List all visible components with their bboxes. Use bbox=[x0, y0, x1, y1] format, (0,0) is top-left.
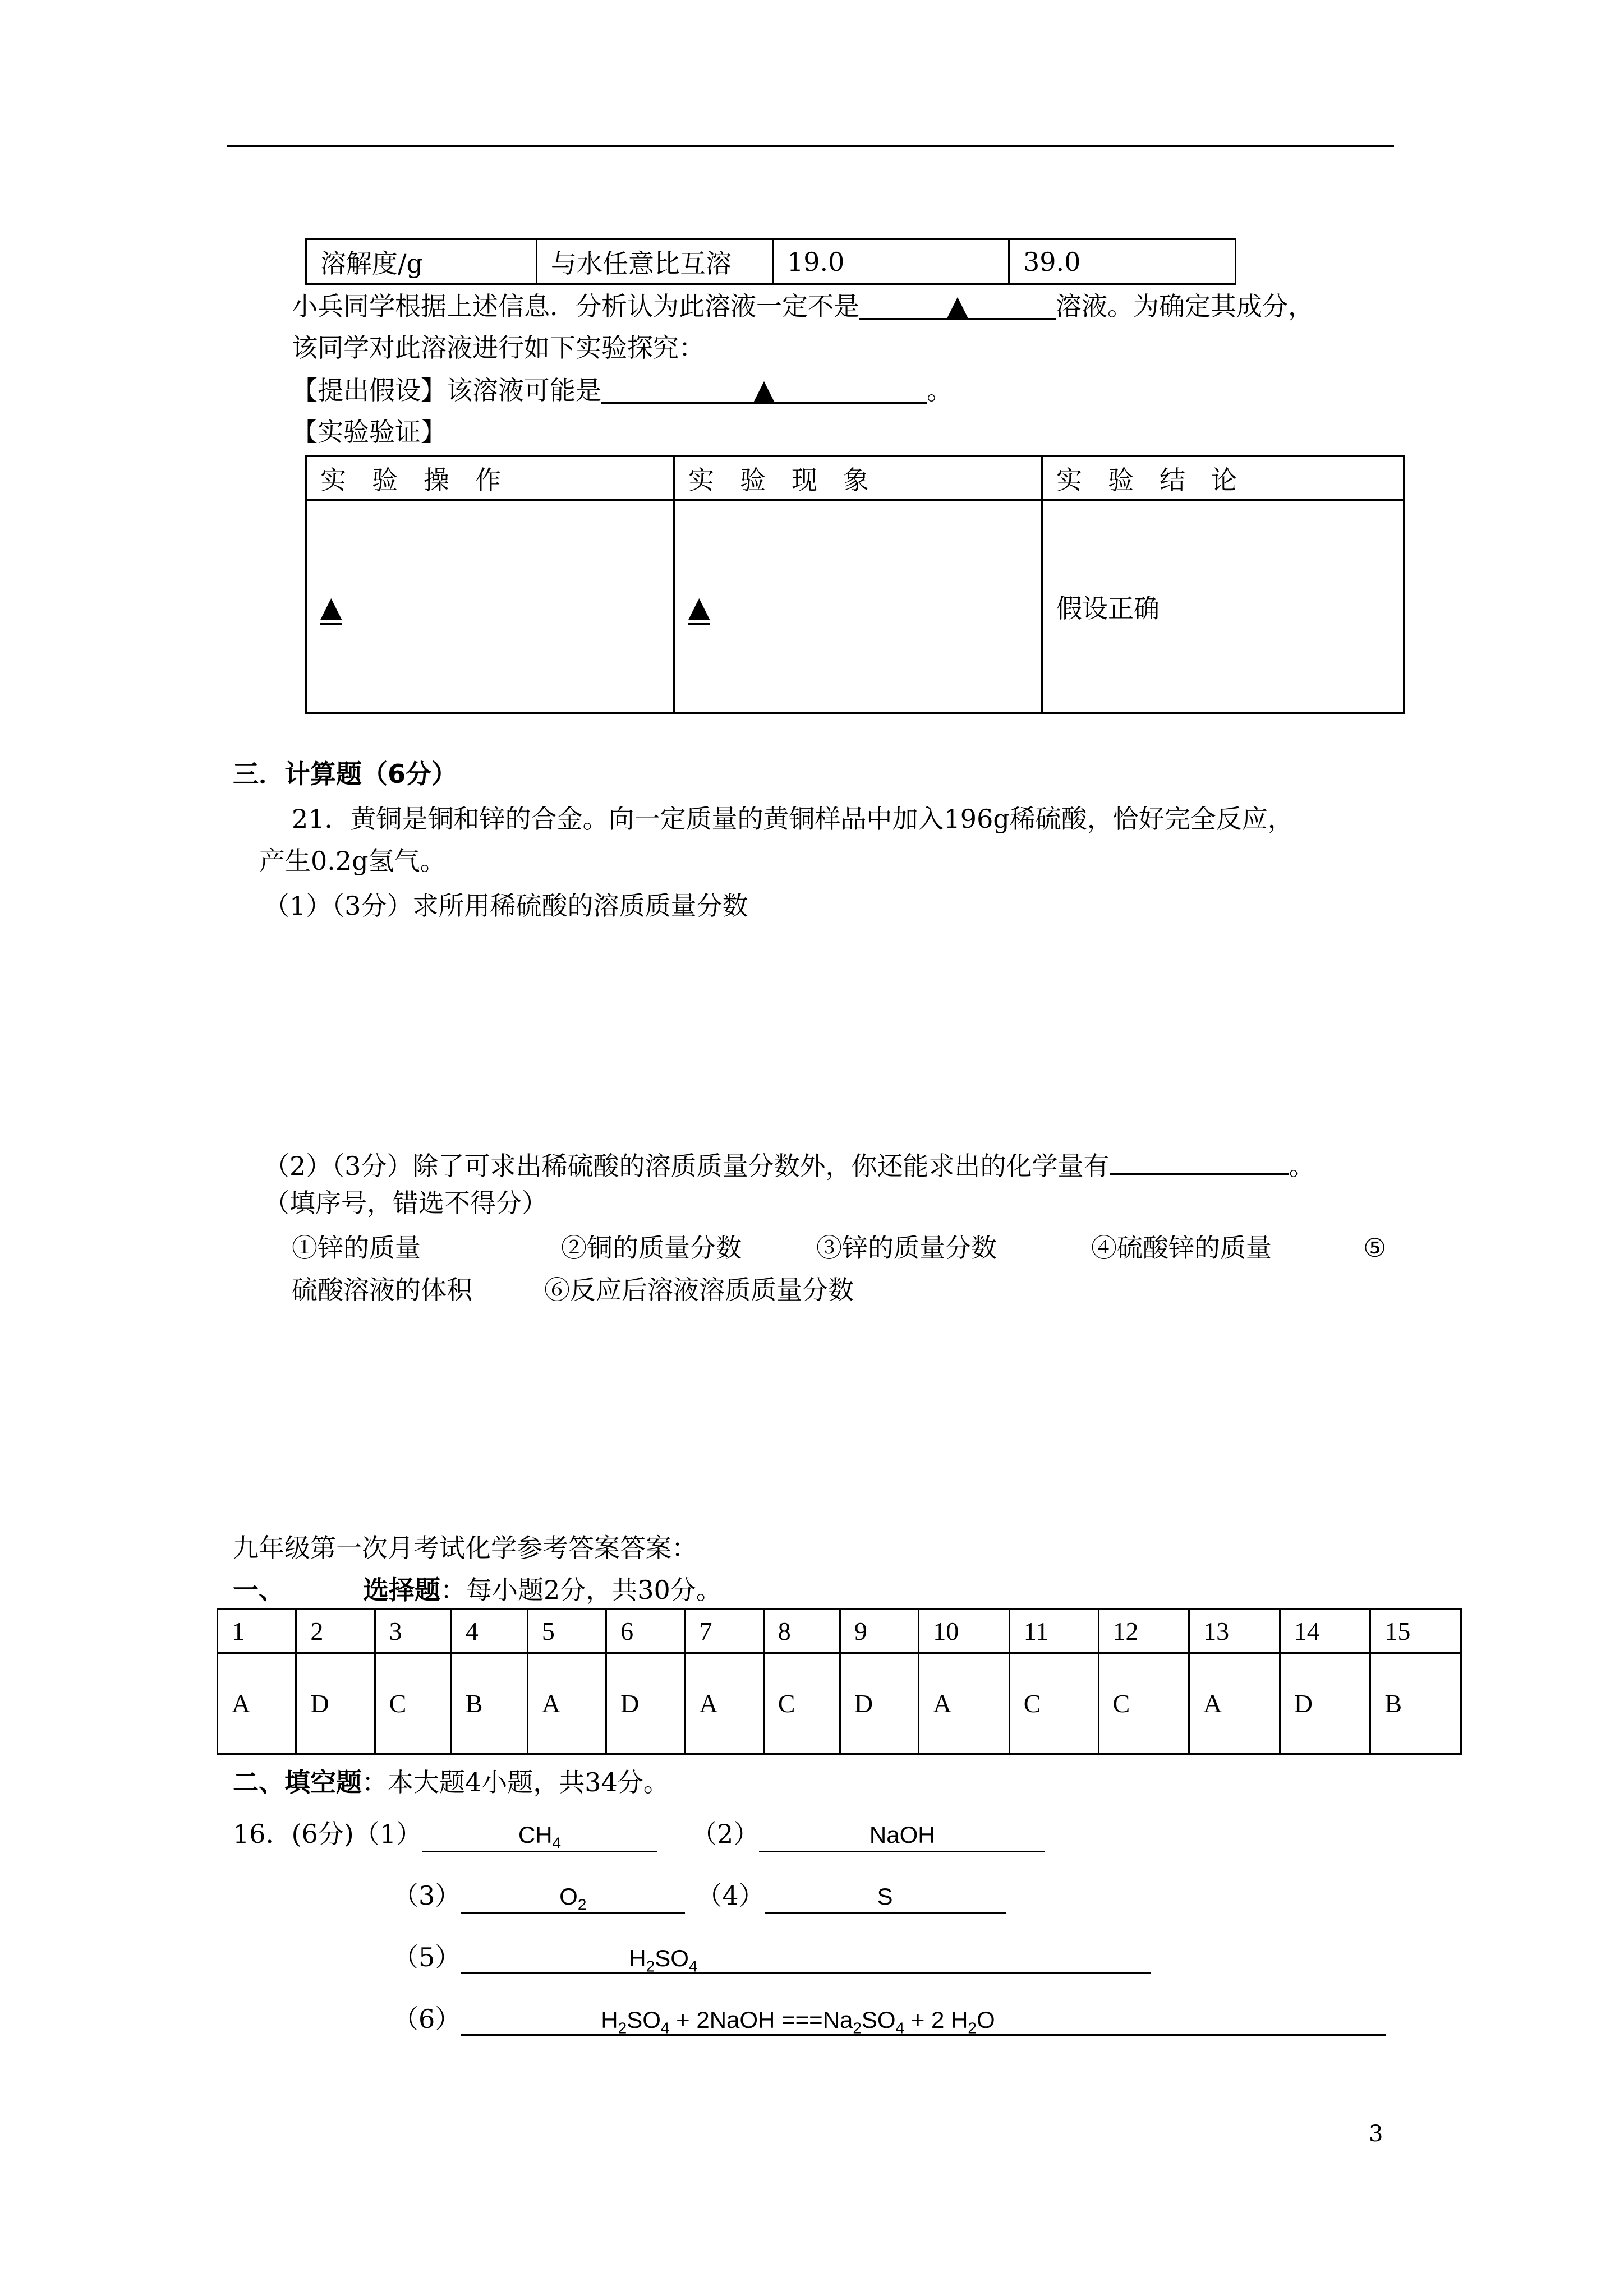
key-num: 3 bbox=[375, 1610, 451, 1653]
triangle-mark: ▲ bbox=[688, 591, 710, 625]
key-answer: B bbox=[451, 1653, 527, 1754]
part-label: （1） bbox=[353, 1819, 422, 1849]
q21-part2 bbox=[264, 1144, 1315, 1183]
key-num: 9 bbox=[840, 1610, 918, 1653]
key-answer: D bbox=[606, 1653, 685, 1754]
hypothesis-text: 【提出假设】该溶液可能是 bbox=[292, 375, 601, 405]
answer-o2: $O_2$ bbox=[461, 1880, 685, 1914]
key-num: 5 bbox=[527, 1610, 606, 1653]
answer-s: S bbox=[765, 1880, 1006, 1914]
key-answer: C bbox=[1009, 1653, 1098, 1754]
part-label: （3） bbox=[393, 1880, 461, 1911]
q21-part1: （1）（3分）求所用稀硫酸的溶质质量分数 bbox=[264, 891, 748, 921]
triangle-mark: ▲ bbox=[320, 591, 342, 625]
key-answer: D bbox=[1280, 1653, 1370, 1754]
solubility-label: 溶解度/g bbox=[306, 239, 537, 284]
solubility-c2: 19.0 bbox=[773, 239, 1009, 284]
sec2-desc: ：本大题4小题，共34分。 bbox=[362, 1767, 669, 1797]
triangle-mark: ▲ bbox=[753, 374, 775, 406]
q16-row2 bbox=[393, 1879, 1006, 1914]
exp-cell-op bbox=[306, 500, 674, 713]
answer-ch4: $CH_4$ bbox=[422, 1818, 657, 1852]
q16-row4 bbox=[393, 2002, 1386, 2036]
hypothesis-line bbox=[292, 373, 953, 407]
part-label: （5） bbox=[393, 1942, 461, 1972]
sec2-title: 二、填空题 bbox=[233, 1767, 362, 1797]
answer-naoh: NaOH bbox=[759, 1818, 1045, 1852]
q21-part2-end: 。 bbox=[1289, 1151, 1315, 1181]
experiment-table bbox=[305, 455, 1405, 714]
key-answer: A bbox=[919, 1653, 1010, 1754]
answers-sec2 bbox=[233, 1765, 669, 1799]
key-answer: A bbox=[685, 1653, 763, 1754]
q21-part2-text: （2）（3分）除了可求出稀硫酸的溶质质量分数外，你还能求出的化学量有 bbox=[264, 1151, 1110, 1181]
part-label: （4） bbox=[696, 1880, 765, 1911]
triangle-mark: ▲ bbox=[946, 289, 969, 322]
option-3: ③锌的质量分数 bbox=[816, 1233, 997, 1263]
blank-chem-quantities[interactable] bbox=[1110, 1144, 1289, 1175]
key-answer: A bbox=[527, 1653, 606, 1754]
option-6: ⑥反应后溶液溶质质量分数 bbox=[544, 1275, 854, 1305]
para1-text-a: 小兵同学根据上述信息．分析认为此溶液一定不是 bbox=[292, 291, 859, 321]
paragraph-1 bbox=[292, 289, 1314, 323]
key-num: 11 bbox=[1009, 1610, 1098, 1653]
exp-header-phen: 实 验 现 象 bbox=[674, 457, 1042, 500]
sec1-number: 一、 bbox=[233, 1575, 284, 1605]
para1-text-b: 溶液。为确定其成分， bbox=[1056, 291, 1314, 321]
q21-line1: 21．黄铜是铜和锌的合金。向一定质量的黄铜样品中加入196g稀硫酸，恰好完全反应， bbox=[292, 804, 1294, 834]
q16-row3 bbox=[393, 1940, 1151, 1974]
sec1-title: 选择题 bbox=[363, 1575, 440, 1605]
q21-part2-note: （填序号，错选不得分） bbox=[264, 1188, 548, 1218]
option-2: ②铜的质量分数 bbox=[561, 1233, 742, 1263]
exp-cell-phen bbox=[674, 500, 1042, 713]
answer-h2so4: $H_2SO_4$ bbox=[461, 1942, 1151, 1974]
key-answer: B bbox=[1370, 1653, 1461, 1754]
q16-row1 bbox=[233, 1817, 1045, 1852]
section3-heading: 三．计算题（6分） bbox=[233, 759, 458, 789]
solubility-c3: 39.0 bbox=[1009, 239, 1236, 284]
exp-header-concl: 实 验 结 论 bbox=[1042, 457, 1404, 500]
answer-key-table bbox=[217, 1608, 1462, 1755]
key-num: 6 bbox=[606, 1610, 685, 1653]
part-label: （6） bbox=[393, 2004, 461, 2034]
option-1: ①锌的质量 bbox=[292, 1233, 421, 1263]
key-num: 4 bbox=[451, 1610, 527, 1653]
key-answer: C bbox=[763, 1653, 840, 1754]
key-answer: D bbox=[296, 1653, 375, 1754]
key-num: 14 bbox=[1280, 1610, 1370, 1653]
option-4: ④硫酸锌的质量 bbox=[1091, 1233, 1272, 1263]
verify-heading: 【实验验证】 bbox=[292, 417, 447, 447]
key-num: 12 bbox=[1098, 1610, 1189, 1653]
paragraph-1-line2: 该同学对此溶液进行如下实验探究： bbox=[292, 333, 705, 363]
key-answer: D bbox=[840, 1653, 918, 1754]
key-num: 8 bbox=[763, 1610, 840, 1653]
q16-label: 16．(6分) bbox=[233, 1819, 354, 1849]
page-number: 3 bbox=[1369, 2121, 1383, 2147]
option-5-text: 硫酸溶液的体积 bbox=[292, 1275, 472, 1305]
hypothesis-end: 。 bbox=[927, 375, 953, 405]
answers-sec1 bbox=[233, 1573, 722, 1607]
key-num: 13 bbox=[1189, 1610, 1280, 1653]
option-5: ⑤ bbox=[1363, 1233, 1387, 1263]
answers-title: 九年级第一次月考试化学参考答案答案： bbox=[233, 1533, 697, 1563]
key-answer: A bbox=[1189, 1653, 1280, 1754]
blank-not-solution[interactable] bbox=[859, 289, 1056, 320]
key-answer: A bbox=[218, 1653, 296, 1754]
key-answer: C bbox=[375, 1653, 451, 1754]
key-answer: C bbox=[1098, 1653, 1189, 1754]
q21-line2: 产生0.2g氢气。 bbox=[259, 846, 446, 876]
solubility-ethanol: 与水任意比互溶 bbox=[537, 239, 773, 284]
header-rule bbox=[227, 145, 1394, 147]
part-label: （2） bbox=[691, 1819, 760, 1849]
sec1-desc: ：每小题2分，共30分。 bbox=[440, 1575, 722, 1605]
exp-header-op: 实 验 操 作 bbox=[306, 457, 674, 500]
key-num: 10 bbox=[919, 1610, 1010, 1653]
blank-hypothesis[interactable] bbox=[601, 373, 927, 404]
key-num: 2 bbox=[296, 1610, 375, 1653]
key-num: 15 bbox=[1370, 1610, 1461, 1653]
solubility-table bbox=[305, 238, 1236, 285]
exp-cell-concl: 假设正确 bbox=[1042, 500, 1404, 713]
key-num: 1 bbox=[218, 1610, 296, 1653]
answer-equation: $H_2SO_4$ + 2NaOH $===Na_2SO_4 + 2$ $H_2O$ bbox=[461, 2003, 1386, 2036]
key-num: 7 bbox=[685, 1610, 763, 1653]
